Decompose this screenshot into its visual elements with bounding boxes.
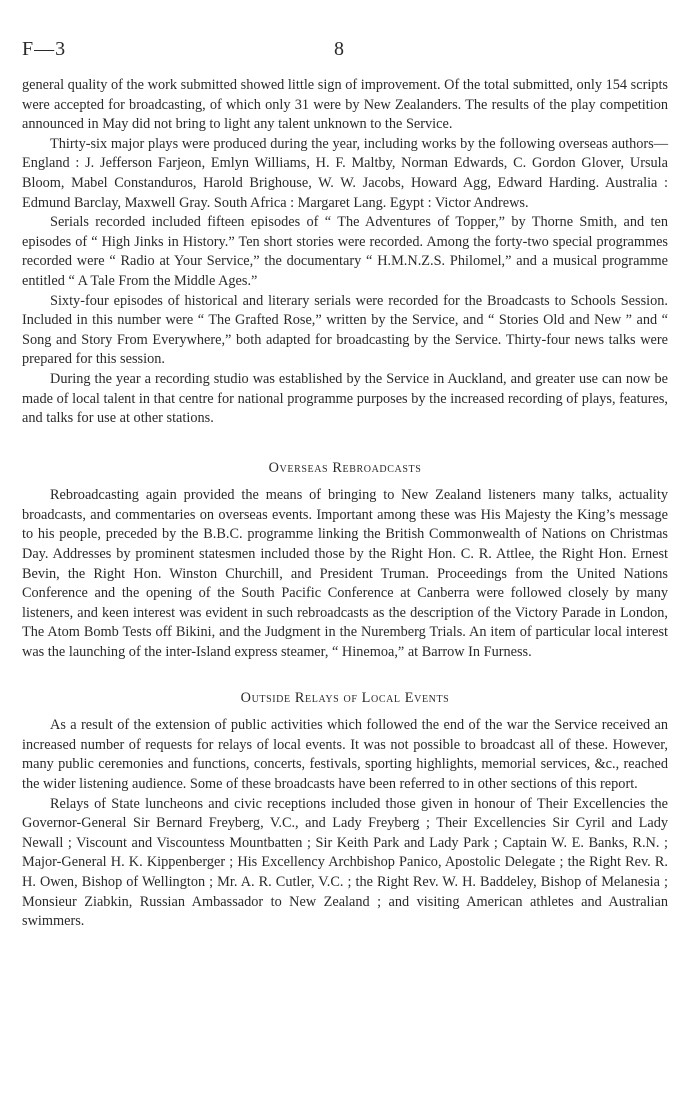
section-heading: Outside Relays of Local Events [240, 689, 450, 706]
document-body [22, 76, 668, 932]
paragraph: During the year a recording studio was established by the Service in Auckland, and greater use can now be made of local talent in that centre for national programme purposes by the increased recording of plays, features, and talks for use at other stations. [22, 370, 668, 427]
paragraph: general quality of the work submitted showed little sign of improvement. Of the total submitted, only 154 scripts were accepted for broadcasting, of which only 31 were by New Zealanders. The results of the play competition announced in May did not bring to light any talent unknown to the Service. [22, 77, 668, 133]
document-page [22, 38, 668, 932]
paragraph: Relays of State luncheons and civic receptions included those given in honour of Their Excellencies the Governor-General Sir Bernard Freyberg, V.C., and Lady Freyberg ; Their Excellencies Sir Cyril and Lady Newall ; Viscount and Viscountess Mountbatten ; Sir Keith Park and Lady Park ; Captain W. E. Banks, R.N. ; Major-General H. K. Kippenberger ; His Excellency Archbishop Panico, Apostolic Delegate ; the Right Rev. R. H. Owen, Bishop of Wellington ; Mr. A. R. Cutler, V.C. ; the Right Rev. W. H. Baddeley, Bishop of Melanesia ; Monsieur Ziabkin, Russian Ambassador to New Zealand ; and visiting American athletes and Australian swimmers. [22, 795, 668, 930]
paragraph: Rebroadcasting again provided the means of bringing to New Zealand listeners many talks, actuality broadcasts, and commentaries on overseas events. Important among these was His Majesty the King’s message to his people, preceded by the B.B.C. programme linking the British Commonwealth of Nations on Christmas Day. Addresses by prominent statesmen included those by the Right Hon. C. R. Attlee, the Right Hon. Ernest Bevin, the Right Hon. Winston Churchill, and President Truman. Proceedings from the United Nations Conference and the opening of the South Pacific Conference at Canberra were followed closely by many listeners, and keen interest was evident in such rebroadcasts as the description of the Victory Parade in London, The Atom Bomb Tests off Bikini, and the Judgment in the Nuremberg Trials. An item of particular local interest was the launching of the inter-Island express steamer, “ Hinemoa,” at Barrow In Furness. [22, 487, 668, 661]
paragraph: Sixty-four episodes of historical and literary serials were recorded for the Broadcasts to Schools Session. Included in this number were “ The Grafted Rose,” written by the Service, and “ Stories Old and New ” and “ Song and Story From Everywhere,” both adapted for broadcasting by the Service. Thirty-four news talks were prepared for this session. [22, 292, 668, 368]
paragraph: As a result of the extension of public activities which followed the end of the war the Service received an increased number of requests for relays of local events. It was not possible to broadcast all of these. However, many public ceremonies and functions, concerts, festivals, sporting highlights, memorial services, &c., reached the wider listening audience. Some of these broadcasts have been referred to in other sections of this report. [22, 717, 668, 792]
paragraph: Thirty-six major plays were produced during the year, including works by the following overseas authors—England : J. Jefferson Farjeon, Emlyn Williams, H. F. Maltby, Norman Edwards, C. Gordon Glover, Ursula Bloom, Mabel Constanduros, Harold Brighouse, W. W. Jacobs, Howard Agg, Edward Harding. Australia : Edmund Barclay, Maxwell Gray. South Africa : Margaret Lang. Egypt : Victor Andrews. [22, 135, 668, 211]
page-reference: F—3 [22, 38, 67, 60]
page-header [22, 38, 668, 66]
paragraph: Serials recorded included fifteen episodes of “ The Adventures of Topper,” by Thorne Smith, and ten episodes of “ High Jinks in History.” Ten short stories were recorded. Among the forty-two special programmes recorded were “ Radio at Your Service,” the documentary “ H.M.N.Z.S. Philomel,” and a musical programme entitled “ A Tale From the Middle Ages.” [22, 214, 668, 289]
section-heading: Overseas Rebroadcasts [268, 459, 422, 476]
page-number: 8 [334, 38, 344, 60]
